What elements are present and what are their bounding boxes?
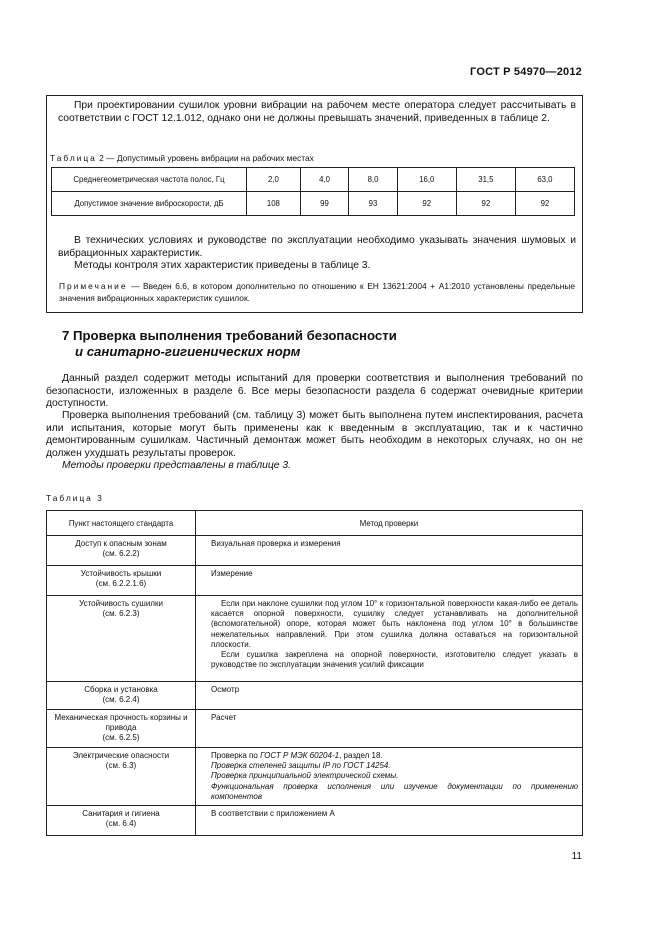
method-cell [196, 748, 583, 806]
page-number: 11 [571, 851, 582, 862]
table-row [47, 566, 583, 596]
clause-ref: (см. 6.2.2.1.6) [95, 579, 147, 589]
table-header-row [47, 511, 583, 536]
table-cell: 108 [247, 192, 301, 216]
clause-name: Устойчивость крышки [80, 569, 162, 578]
table-row [47, 682, 583, 710]
table-cell: Среднегеометрическая частота полос, Гц [52, 168, 247, 192]
table-cell: 16,0 [397, 168, 456, 192]
framed-paragraph-2: В технических условиях и руководстве по эксплуатации необходимо указывать значения шумовых и вибрационных характеристик. [58, 235, 576, 259]
clause-name: Устойчивость сушилки [79, 599, 163, 608]
method-cell: Визуальная проверка и измерения [196, 536, 583, 566]
table-row [52, 192, 575, 216]
table-cell: 31,5 [456, 168, 515, 192]
verification-methods-table [46, 510, 583, 836]
method-cell [196, 596, 583, 682]
table-cell: 4,0 [300, 168, 348, 192]
section-7-paragraph-2: Проверка выполнения требований (см. таблицу 3) может быть выполнена путем инспектирования, расчета или испытания, которые могут быть применены как к введенным в эксплуатацию, так и к частично демонтированным сушилкам. Частичный демонтаж может быть необходим в некоторых случаях, но он не должен ухудшать результаты проверок. [46, 410, 583, 459]
table-row [47, 806, 583, 836]
clause-name: Доступ к опасным зонам [75, 539, 167, 548]
table-cell: 63,0 [515, 168, 574, 192]
method-cell: В соответствии с приложением А [196, 806, 583, 836]
table-cell: 99 [300, 192, 348, 216]
clause-name: Механическая прочность корзины и привода [54, 713, 188, 733]
section-7-title [62, 328, 397, 360]
note-text: — Введен 6.6, в котором дополнительно по отношению к ЕН 13621:2004 + А1:2010 установлены предельные значения вибрационных характеристик сушилок. [59, 281, 575, 303]
framed-paragraph-1: При проектировании сушилок уровни вибрации на рабочем месте оператора следует рассчитывать в соответствии с ГОСТ 12.1.012, однако они не должны превышать значений, приведенных в таблице 2. [58, 100, 576, 124]
method-cell: Расчет [196, 710, 583, 748]
method-paragraph-1: Если при наклоне сушилки под углом 10° к горизонтальной поверхности какая-либо ее деталь касается опорной поверхности, сушилку следует устанавливать на дополнительной (вспомогательной) опоре, которая может быть наклонена под углом 10° в большинстве нежелательных направлений. При этом сушилка должна оставаться на горизонтальной плоскости. [211, 599, 578, 649]
method-text: Проверка по [211, 751, 261, 760]
clause-cell [47, 748, 196, 806]
note [59, 281, 575, 304]
table-cell: 93 [349, 192, 397, 216]
section-7-paragraph-3: Методы проверки представлены в таблице 3. [62, 460, 291, 471]
table-row [47, 748, 583, 806]
clause-ref: (см. 6.2.5) [102, 733, 140, 743]
clause-ref: (см. 6.2.2) [102, 549, 140, 559]
table-row [52, 168, 575, 192]
table2-caption-text: 2 — Допустимый уровень вибрации на рабочих местах [99, 153, 314, 163]
clause-ref: (см. 6.2.3) [102, 609, 140, 619]
clause-ref: (см. 6.2.4) [102, 695, 140, 705]
clause-name: Сборка и установка [84, 685, 158, 694]
method-text: , раздел 18. [339, 751, 383, 760]
standard-header: ГОСТ Р 54970—2012 [470, 66, 582, 78]
table-cell: 2,0 [247, 168, 301, 192]
table-row [47, 710, 583, 748]
table-cell: 92 [456, 192, 515, 216]
method-cell: Измерение [196, 566, 583, 596]
clause-cell [47, 536, 196, 566]
method-line-4: Функциональная проверка исполнения или изучение документации по применению компонентов [211, 781, 578, 801]
vibration-table [51, 167, 575, 216]
table-cell: 92 [397, 192, 456, 216]
clause-cell [47, 566, 196, 596]
standard-reference: ГОСТ Р МЭК 60204-1 [260, 751, 340, 760]
clause-cell [47, 806, 196, 836]
clause-cell [47, 682, 196, 710]
table-cell: Допустимое значение виброскорости, дБ [52, 192, 247, 216]
method-paragraph-2: Если сушилка закреплена на опорной поверхности, изготовителю следует указать в руководстве по эксплуатации значения усилий фиксации [211, 650, 578, 670]
clause-name: Санитария и гигиена [82, 809, 160, 819]
table2-caption-word: Таблица [50, 153, 97, 163]
clause-name: Электрические опасности [72, 751, 170, 760]
section-7-title-line1: 7 Проверка выполнения требований безопасности [62, 328, 397, 343]
section-7-paragraph-1: Данный раздел содержит методы испытаний для проверки соответствия и выполнения требований по безопасности, изложенных в разделе 6. Все меры безопасности раздела 6 содержат очевидные критерии доступности. [46, 373, 583, 409]
table-cell: 92 [515, 192, 574, 216]
method-cell: Осмотр [196, 682, 583, 710]
clause-ref: (см. 6.4) [105, 819, 137, 829]
note-label: Примечание [59, 281, 128, 291]
col-header-clause: Пункт настоящего стандарта [47, 511, 196, 536]
clause-ref: (см. 6.3) [105, 761, 137, 771]
clause-cell [47, 596, 196, 682]
method-line-2: Проверка степеней защиты IP по ГОСТ 14254. [211, 761, 391, 771]
section-7-title-line2: и санитарно-гигиенических норм [75, 344, 301, 359]
table-row [47, 536, 583, 566]
table-row [47, 596, 583, 682]
method-line-3: Проверка принципиальной электрической схемы. [211, 771, 399, 781]
table2-caption [50, 153, 314, 163]
method-line-1 [211, 751, 578, 761]
table3-caption: Таблица 3 [46, 493, 104, 503]
framed-paragraph-3: Методы контроля этих характеристик приведены в таблице 3. [74, 260, 371, 271]
clause-cell [47, 710, 196, 748]
table-cell: 8,0 [349, 168, 397, 192]
col-header-method: Метод проверки [196, 511, 583, 536]
